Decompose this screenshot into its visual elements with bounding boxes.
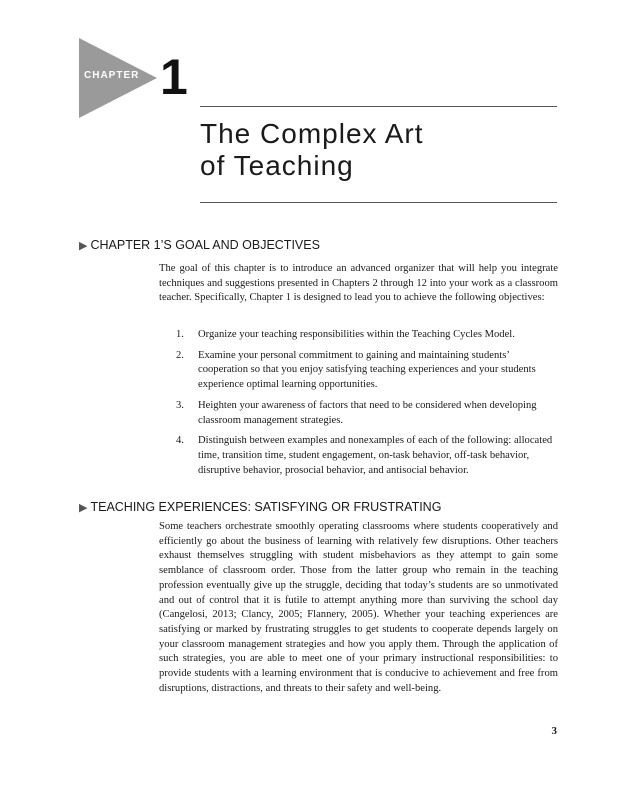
triangle-right-icon: ▶ (79, 501, 88, 514)
chapter-title-line-1: The Complex Art (200, 118, 424, 149)
objective-item (176, 328, 558, 343)
objective-number: 2. (176, 349, 184, 361)
objective-item (176, 349, 558, 393)
objective-item (176, 399, 558, 428)
title-top-rule (200, 106, 557, 107)
objective-text: Distinguish between examples and nonexamples of each of the following: allocated time, transition time, student engagement, on-task behavior, off-task behavior, disruptive behavior, prosocial behavior, and antisocial behavior. (198, 435, 553, 476)
objective-number: 3. (176, 399, 184, 411)
section-heading-goals (79, 238, 320, 252)
section-heading-text: CHAPTER 1’S GOAL AND OBJECTIVES (90, 238, 320, 252)
chapter-label: CHAPTER (84, 70, 140, 81)
section-heading-text: TEACHING EXPERIENCES: SATISFYING OR FRUSTRATING (90, 500, 442, 514)
chapter-title (200, 118, 560, 182)
title-bottom-rule (200, 202, 557, 203)
objective-text: Examine your personal commitment to gaining and maintaining students’ cooperation so that you enjoy satisfying teaching experiences and your students experience optimal learning opportunities. (198, 349, 536, 391)
triangle-right-icon: ▶ (79, 239, 88, 252)
section-heading-teaching-experiences (79, 500, 441, 514)
objective-number: 1. (176, 329, 184, 340)
chapter-title-line-2: of Teaching (200, 150, 354, 181)
objective-text: Heighten your awareness of factors that need to be considered when developing classroom management strategies. (198, 399, 537, 426)
objective-text: Organize your teaching responsibilities within the Teaching Cycles Model. (198, 329, 515, 340)
objective-item (176, 434, 558, 478)
chapter-number: 1 (160, 49, 188, 105)
page-number: 3 (551, 725, 557, 737)
objectives-list (176, 328, 558, 484)
objective-number: 4. (176, 435, 184, 447)
goals-intro-paragraph: The goal of this chapter is to introduce an advanced organizer that will help you integrate techniques and suggestions presented in Chapters 2 through 12 into your work as a classroom teacher. Specifically, Chapter 1 is designed to lead you to achieve the following objectives: (159, 263, 558, 304)
teaching-experiences-paragraph: Some teachers orchestrate smoothly operating classrooms where students cooperatively and efficiently go about the business of learning with relatively few disruptions. Other teachers exhaust themselves struggling with student misbehaviors as they attempt to gain some semblance of classroom order. Those from the latter group who remain in the teaching profession eventually give up the struggle, deciding that today’s students are so unmotivated and out of control that it is futile to attempt anything more than surviving the school day (Cangelosi, 2013; Clancy, 2005; Flannery, 2005). Whether your teaching experiences are satisfying or marked by frustrating struggles to get students to cooperate depends largely on your classroom management strategies and how you apply them. Through the application of such strategies, you are able to meet one of your primary instructional responsibilities: to provide students with a learning environment that is conducive to achievement and free from disruptions, distractions, and threats to their safety and well-being. (159, 521, 558, 694)
